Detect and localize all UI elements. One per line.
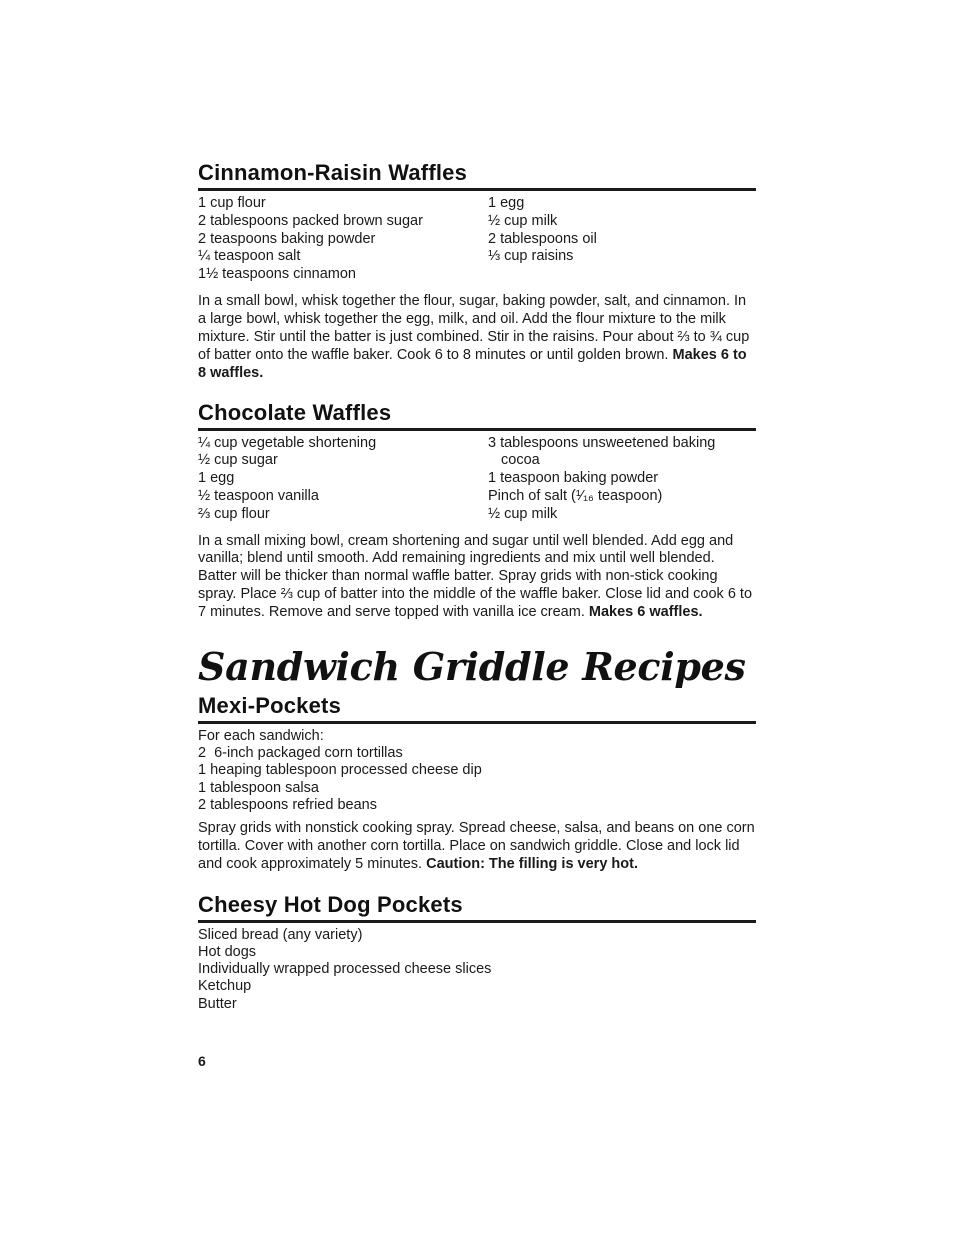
ingredient: Individually wrapped processed cheese slices [198, 961, 492, 978]
directions [198, 820, 756, 874]
directions-text: In a small mixing bowl, cream shortening and sugar until well blended. Add egg and vanilla; blend until smooth. Add remaining ingredients and mix until well blended. Batter will be thicker than normal waffle batter. Spray grids with non-stick cooking spray. Place ⅔ cup of batter into the middle of the waffle baker. Close lid and cook 6 to 7 minutes. Remove and serve topped with vanilla ice cream. [198, 532, 753, 621]
ingredient: ⅓ cup raisins [488, 248, 574, 265]
recipe-page [198, 160, 756, 1013]
ingredient-intro: For each sandwich: [198, 728, 324, 745]
ingredient-list [198, 927, 756, 1013]
ingredient: 1 egg [198, 470, 235, 487]
title-rule [198, 920, 756, 923]
title-rule [198, 428, 756, 431]
ingredient: ½ teaspoon vanilla [198, 487, 319, 504]
ingredient: Pinch of salt (¹⁄₁₆ teaspoon) [488, 487, 663, 504]
ingredient-column-left [198, 195, 488, 284]
page-number: 6 [198, 1053, 206, 1069]
ingredient: 2 6-inch packaged corn tortillas [198, 745, 403, 762]
ingredient: Ketchup [198, 978, 252, 995]
ingredient: 1 egg [488, 195, 525, 211]
ingredient: 1½ teaspoons cinnamon [198, 266, 356, 283]
yield: Makes 6 waffles. [588, 604, 703, 621]
recipe-chocolate-waffles [198, 400, 756, 623]
ingredient-list [198, 728, 756, 814]
ingredient: ½ cup milk [488, 212, 558, 229]
ingredient: ⅔ cup flour [198, 505, 270, 522]
ingredient-continued: cocoa [501, 452, 540, 469]
ingredient: Butter [198, 995, 237, 1012]
ingredient-column-left [198, 435, 488, 524]
section-title: Sandwich Griddle Recipes [198, 644, 746, 690]
recipe-cinnamon-raisin-waffles [198, 160, 756, 383]
yield: Makes 6 to 8 waffles. [198, 346, 747, 381]
recipe-mexi-pockets [198, 693, 756, 874]
title-rule [198, 188, 756, 191]
ingredient: ¼ cup vegetable shortening [198, 434, 377, 451]
recipe-title: Cinnamon-Raisin Waffles [198, 160, 468, 185]
ingredient-list [198, 195, 756, 284]
ingredient: ¼ teaspoon salt [198, 248, 301, 265]
directions-text: Spray grids with nonstick cooking spray. Spread cheese, salsa, and beans on one corn tortilla. Cover with another corn tortilla. Place on sandwich griddle. Close and lock lid and cook approximately 5 minutes. [198, 820, 755, 872]
directions [198, 533, 756, 623]
ingredient: 1 cup flour [198, 195, 266, 211]
ingredient: 2 tablespoons refried beans [198, 796, 377, 813]
recipe-title: Mexi-Pockets [198, 693, 342, 719]
ingredient: 3 tablespoons unsweetened baking [488, 434, 716, 451]
ingredient: 2 tablespoons oil [488, 230, 597, 247]
recipe-title: Cheesy Hot Dog Pockets [198, 891, 463, 917]
directions [198, 293, 756, 383]
ingredient: 1 tablespoon salsa [198, 779, 319, 796]
ingredient-column-right [488, 435, 756, 524]
recipe-cheesy-hot-dog-pockets [198, 892, 756, 1013]
title-rule [198, 721, 756, 724]
ingredient: 2 teaspoons baking powder [198, 230, 376, 247]
ingredient: ½ cup sugar [198, 452, 278, 469]
ingredient: 1 teaspoon baking powder [488, 470, 659, 487]
ingredient-column-right [488, 195, 756, 284]
ingredient: 2 tablespoons packed brown sugar [198, 212, 423, 229]
ingredient: Hot dogs [198, 943, 257, 960]
ingredient: ½ cup milk [488, 505, 558, 522]
ingredient-list [198, 435, 756, 524]
recipe-title: Chocolate Waffles [198, 399, 392, 425]
directions-text: In a small bowl, whisk together the flour, sugar, baking powder, salt, and cinnamon. In a large bowl, whisk together the egg, milk, and oil. Add the flour mixture to the milk mixture. Stir until the batter is just combined. Stir in the raisins. Pour about ⅔ to ¾ cup of batter onto the waffle baker. Cook 6 to 8 minutes or until golden brown. [198, 292, 750, 363]
ingredient: 1 heaping tablespoon processed cheese dip [198, 762, 482, 779]
ingredient: Sliced bread (any variety) [198, 926, 363, 943]
caution: Caution: The filling is very hot. [426, 855, 638, 872]
